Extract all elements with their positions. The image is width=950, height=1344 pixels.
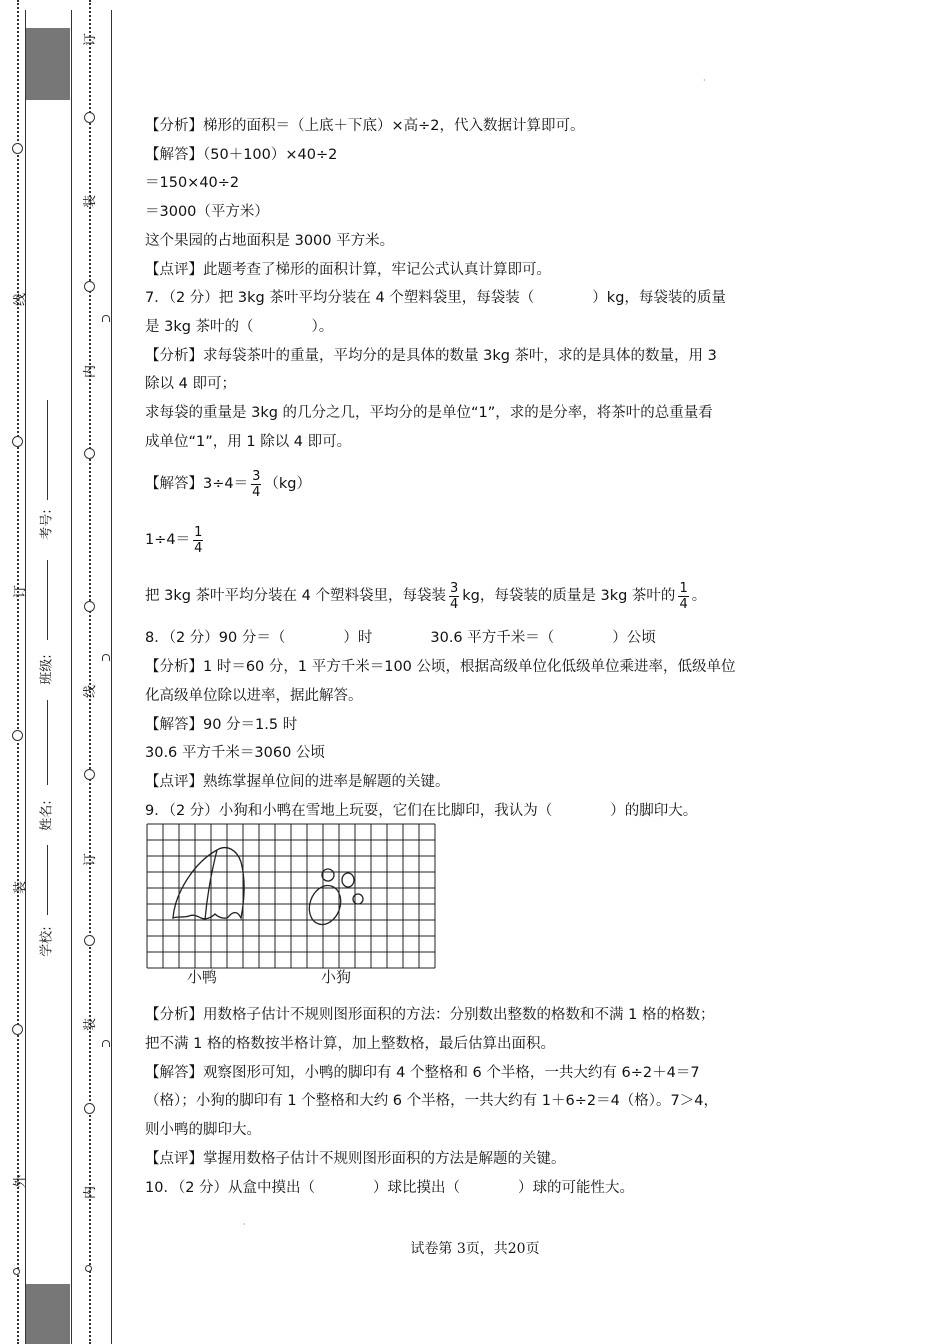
margin-label: 装	[83, 194, 99, 209]
margin-label: 装	[13, 880, 29, 895]
margin-label: 线	[13, 292, 29, 307]
binding-margin	[0, 0, 112, 1344]
question-8: 8．（2 分）90 分＝（ ）时 30.6 平方千米＝（ ）公顷	[145, 630, 656, 647]
solution-text: kg，每袋装的质量是 3kg 茶叶的	[462, 588, 676, 605]
fraction-denominator: 4	[679, 596, 688, 612]
fraction-denominator: 4	[252, 484, 261, 500]
fraction-numerator: 3	[450, 580, 459, 596]
margin-label: 内	[83, 1185, 99, 1200]
analysis-text: 成单位“1”，用 1 除以 4 即可。	[145, 433, 352, 450]
question-9: 9．（2 分）小狗和小鸭在雪地上玩耍，它们在比脚印，我认为（ ）的脚印大。	[145, 802, 698, 819]
analysis-text: 除以 4 即可；	[145, 376, 236, 393]
dog-label: 小狗	[321, 968, 352, 986]
question-7: 7．（2 分）把 3kg 茶叶平均分装在 4 个塑料袋里，每袋装（ ）kg，每袋装的质量	[145, 290, 726, 307]
margin-label: 外	[13, 1174, 29, 1189]
solution-text: 。	[691, 588, 707, 605]
solution-text: 这个果园的占地面积是 3000 平方米。	[145, 232, 395, 249]
margin-label: 订	[13, 584, 29, 599]
solution-text: 30.6 平方千米＝3060 公顷	[145, 745, 325, 762]
solution-text: 【解答】90 分＝1.5 时	[145, 716, 298, 733]
solution-text: 1÷4＝	[145, 532, 191, 549]
analysis-text: 【分析】梯形的面积＝（上底＋下底）×高÷2，代入数据计算即可。	[145, 118, 585, 134]
analysis-text: 【分析】求每袋茶叶的重量，平均分的是具体的数量 3kg 茶叶，求的是具体的数量，用 3	[145, 347, 717, 364]
solution-text: 【解答】3÷4＝	[145, 476, 249, 493]
fraction-numerator: 1	[679, 580, 688, 596]
small-mark	[102, 654, 110, 661]
fraction-one-quarter	[193, 525, 203, 556]
solution-text: 则小鸭的脚印大。	[145, 1122, 261, 1139]
solution-text: （kg）	[264, 476, 311, 493]
fraction-numerator: 1	[194, 524, 203, 540]
margin-label: 装	[83, 1017, 99, 1032]
solution-line-fraction	[145, 568, 815, 624]
hole-circle	[12, 1024, 23, 1035]
margin-label: 线	[83, 684, 99, 699]
margin-label: 订	[83, 852, 99, 867]
duck-label: 小鸭	[187, 968, 218, 986]
hole-circle	[84, 112, 95, 123]
analysis-text: 【分析】1 时＝60 分，1 平方千米＝100 公顷，根据高级单位化低级单位乘进率，低级单位	[145, 659, 736, 676]
solution-text: ＝3000（平方米）	[145, 204, 269, 221]
hole-circle	[13, 1268, 20, 1275]
footprint-grid-figure	[145, 822, 437, 996]
question-7-cont: 是 3kg 茶叶的（ ）。	[145, 318, 334, 335]
footprint-grid	[145, 822, 437, 992]
stray-mark: ·	[243, 1220, 246, 1229]
hole-circle	[84, 1103, 95, 1114]
hole-circle	[12, 436, 23, 447]
comment-text: 【点评】此题考查了梯形的面积计算，牢记公式认真计算即可。	[145, 261, 551, 278]
fraction-numerator: 3	[252, 468, 261, 484]
document-body	[145, 112, 815, 1202]
field-underline	[47, 400, 48, 500]
exam-number-field: 考号:	[39, 509, 55, 540]
stray-mark: ·	[703, 76, 706, 85]
solution-text: ＝150×40÷2	[145, 175, 240, 192]
fraction-denominator: 4	[450, 596, 459, 612]
analysis-text: 把不满 1 格的格数按半格计算，加上整数格，最后估算出面积。	[145, 1036, 555, 1053]
fraction-one-quarter	[678, 581, 688, 612]
fraction-denominator: 4	[194, 540, 203, 556]
margin-border	[111, 10, 112, 1344]
analysis-text: 化高级单位除以进率，据此解答。	[145, 687, 363, 704]
school-field: 学校:	[39, 926, 55, 957]
solution-text: 把 3kg 茶叶平均分装在 4 个塑料袋里，每袋装	[145, 588, 446, 605]
hole-circle	[84, 601, 95, 612]
fraction-three-quarters	[449, 581, 459, 612]
comment-text: 【点评】掌握用数格子估计不规则图形面积的方法是解题的关键。	[145, 1150, 566, 1167]
hole-circle	[84, 448, 95, 459]
small-mark	[102, 315, 110, 322]
hole-circle	[84, 769, 95, 780]
hole-circle	[12, 730, 23, 741]
margin-label: 订	[83, 32, 99, 47]
hole-circle	[84, 281, 95, 292]
solution-text: 【解答】（50＋100）×40÷2	[145, 146, 338, 163]
solution-text: 【解答】观察图形可知，小鸭的脚印有 4 个整格和 6 个半格，一共大约有 6÷2＋4＝7	[145, 1064, 700, 1081]
hole-circle	[84, 935, 95, 946]
hole-circle	[12, 143, 23, 154]
duck-footprint	[173, 848, 244, 920]
question-10: 10．（2 分）从盒中摸出（ ）球比摸出（ ）球的可能性大。	[145, 1179, 635, 1196]
dog-footprint-toe	[342, 873, 354, 887]
solution-line-fraction	[145, 512, 815, 568]
field-underline	[47, 700, 48, 785]
margin-label: 内	[83, 364, 99, 379]
analysis-text: 求每袋的重量是 3kg 的几分之几，平均分的是单位“1”，求的是分率，将茶叶的总重量看	[145, 405, 713, 422]
comment-text: 【点评】熟练掌握单位间的进率是解题的关键。	[145, 773, 450, 790]
hole-circle	[85, 1265, 92, 1272]
solution-text: （格）；小狗的脚印有 1 个整格和大约 6 个半格，一共大约有 1＋6÷2＝4（格）。7＞4，	[145, 1093, 718, 1110]
class-field: 班级:	[39, 654, 55, 685]
page-footer: 试卷第 3页，共20页	[410, 1241, 540, 1257]
field-underline	[47, 560, 48, 640]
solution-line-fraction	[145, 456, 815, 512]
student-name-field: 姓名:	[39, 800, 55, 831]
fraction-three-quarters	[251, 469, 261, 500]
analysis-text: 【分析】用数格子估计不规则图形面积的方法：分别数出整数的格数和不满 1 格的格数；	[145, 1007, 715, 1024]
outer-dotted-line	[17, 0, 19, 1344]
small-mark	[102, 1040, 110, 1047]
field-underline	[47, 845, 48, 915]
dog-footprint-toe	[322, 869, 334, 881]
